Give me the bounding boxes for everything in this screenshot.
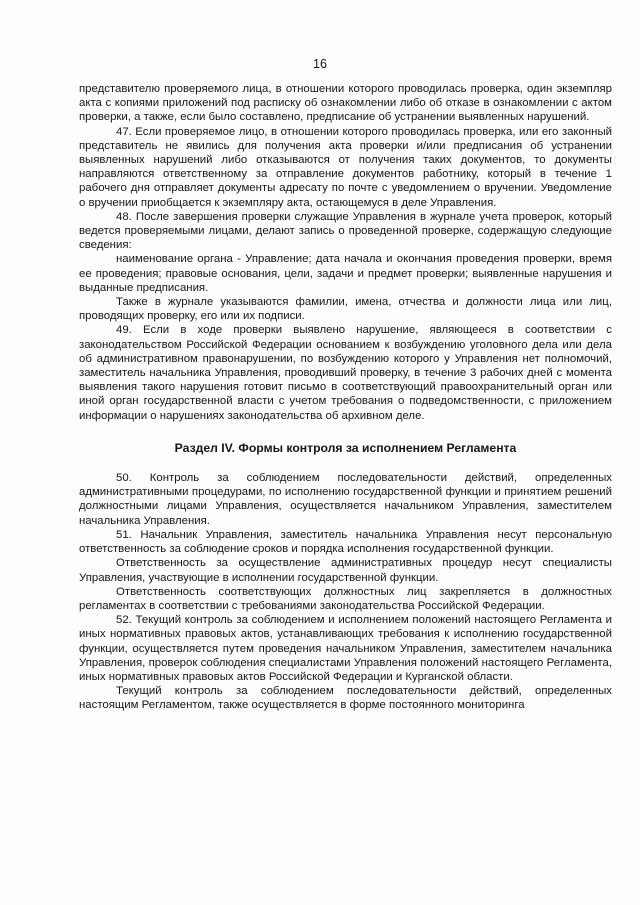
paragraph: Текущий контроль за соблюдением последовательности действий, определенных настоящим Регламентом, также осуществляется в форме постоянного мониторинга — [79, 685, 612, 712]
paragraph: Также в журнале указываются фамилии, имена, отчества и должности лица или лиц, проводящих проверку, его или их подписи. — [79, 296, 612, 323]
document-body — [79, 82, 612, 713]
paragraph: 48. После завершения проверки служащие Управления в журнале учета проверок, который ведется проверяемыми лицами, делают запись о проведенной проверке, содержащую следующие сведения: — [79, 210, 612, 252]
paragraph: представителю проверяемого лица, в отношении которого проводилась проверка, один экземпляр акта с копиями приложений под расписку об ознакомлении либо об отказе в ознакомлении с актом проверки, а также, если было составлено, предписание об устранении выявленных нарушений. — [79, 83, 612, 124]
paragraph: Ответственность за осуществление административных процедур несут специалисты Управления, участвующие в исполнении государственной функции. — [79, 557, 612, 584]
paragraphs-before-heading — [79, 82, 612, 423]
paragraph: Ответственность соответствующих должностных лиц закрепляется в должностных регламентах в соответствии с требованиями законодательства Российской Федерации. — [79, 585, 612, 612]
paragraph: 47. Если проверяемое лицо, в отношении которого проводилась проверка, или его законный представитель не явились для получения акта проверки и/или предписания об устранении выявленных нарушений либо отказываются от получения таких документов, то документы направляются ответственному за отправление документов работнику, который в течение 1 рабочего дня отправляет документы адресату по почте с уведомлением о вручении. Уведомление о вручении приобщается к экземпляру акта, остающемуся в деле Управления. — [79, 125, 612, 209]
paragraph: 49. Если в ходе проверки выявлено нарушение, являющееся в соответствии с законодательством Российской Федерации основанием к возбуждению уголовного дела или дела об административном правонарушении, по возбуждению которого у Управления нет полномочий, заместитель начальника Управления, проводивший проверку, в течение 3 рабочих дней с момента выявления такого нарушения готовит письмо в соответствующий правоохранительный орган или иной орган государственной власти с учетом требования о подведомственности, с приложением информации о нарушениях законодательства об архивном деле. — [79, 324, 612, 422]
paragraph: 50. Контроль за соблюдением последовательности действий, определенных административными процедурами, по исполнению государственной функции и принятием решений должностными лицами Управления, осуществляется начальником Управления, заместителем начальника Управления. — [79, 472, 612, 527]
page-number: 16 — [313, 57, 327, 71]
paragraph: наименование органа - Управление; дата начала и окончания проведения проверки, время ее проведения; правовые основания, цели, задачи и предмет проверки; выявленные нарушения и выданные предписания. — [79, 253, 612, 294]
paragraph: 51. Начальник Управления, заместитель начальника Управления несут персональную ответственность за соблюдение сроков и порядка исполнения государственной функции. — [79, 528, 612, 556]
section-heading: Раздел IV. Формы контроля за исполнением Регламента — [174, 440, 517, 455]
paragraphs-after-heading — [79, 471, 612, 712]
paragraph: 52. Текущий контроль за соблюдением и исполнением положений настоящего Регламента и иных нормативных правовых актов, устанавливающих требования к исполнению государственной функции, осуществляется путем проведения начальником Управления, заместителем начальника Управления, проверок соблюдения специалистами Управления положений настоящего Регламента, иных нормативных правовых актов Российской Федерации и Курганской области. — [79, 614, 612, 683]
